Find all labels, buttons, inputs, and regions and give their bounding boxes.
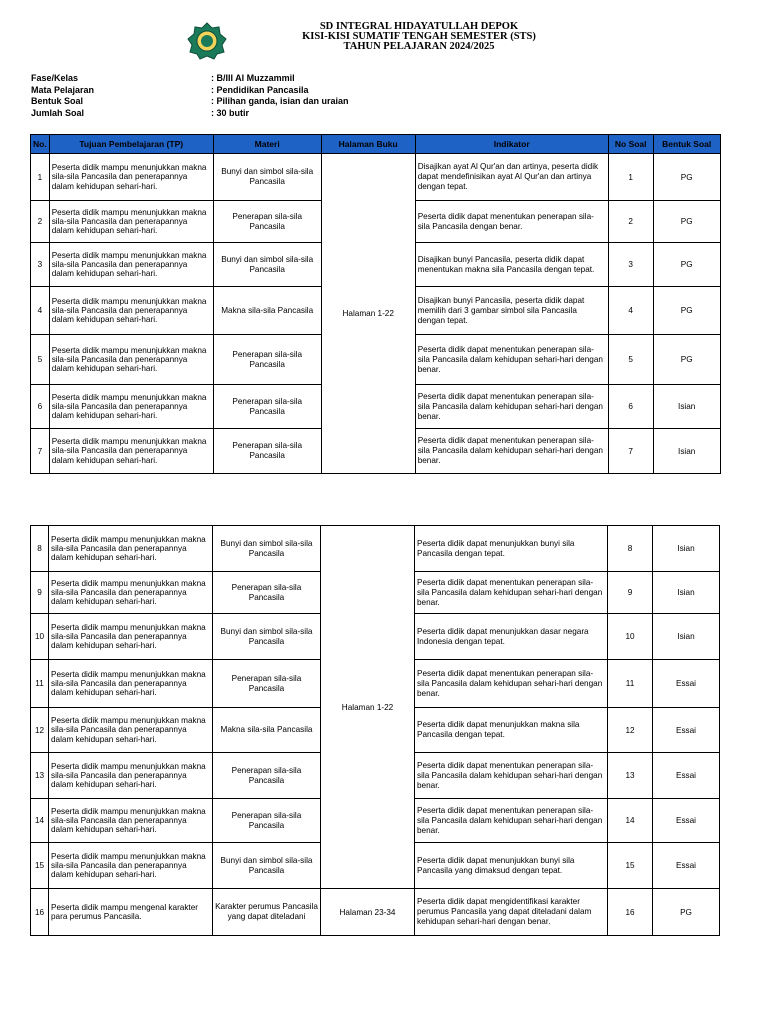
question-number: 5 xyxy=(608,335,653,385)
question-number: 6 xyxy=(608,385,653,429)
table-row xyxy=(31,889,720,936)
learning-objective: Peserta didik mampu menunjukkan makna sila-sila Pancasila dan penerapannya dalam kehidupan sehari-hari. xyxy=(49,429,213,474)
question-type: Isian xyxy=(653,429,720,474)
indicator: Peserta didik dapat menentukan penerapan sila-sila Pancasila dalam kehidupan sehari-hari dengan benar. xyxy=(415,753,608,799)
row-number: 16 xyxy=(31,889,49,936)
question-number: 11 xyxy=(608,660,653,708)
kisi-kisi-table-2 xyxy=(30,525,720,936)
material: Bunyi dan simbol sila-sila Pancasila xyxy=(213,843,321,889)
question-type: Isian xyxy=(653,572,720,614)
row-number: 9 xyxy=(31,572,49,614)
meta-row xyxy=(31,73,349,85)
indicator: Peserta didik dapat menentukan penerapan sila-sila Pancasila dengan benar. xyxy=(415,201,608,243)
question-number: 9 xyxy=(608,572,653,614)
question-number: 14 xyxy=(608,799,653,843)
indicator: Peserta didik dapat menentukan penerapan sila-sila Pancasila dalam kehidupan sehari-hari dengan benar. xyxy=(415,385,608,429)
table-header-row xyxy=(31,135,721,154)
learning-objective: Peserta didik mampu mengenal karakter para perumus Pancasila. xyxy=(49,889,213,936)
row-number: 6 xyxy=(31,385,50,429)
question-type: Essai xyxy=(653,660,720,708)
indicator: Disajikan ayat Al Qur'an dan artinya, peserta didik dapat mendefinisikan ayat Al Qur'an dan artinya dengan tepat. xyxy=(415,154,608,201)
column-header-bentuk-soal: Bentuk Soal xyxy=(653,135,720,154)
row-number: 8 xyxy=(31,526,49,572)
question-type: PG xyxy=(653,243,720,287)
indicator: Peserta didik dapat menunjukkan bunyi sila Pancasila dengan tepat. xyxy=(415,526,608,572)
question-number: 16 xyxy=(608,889,653,936)
material: Penerapan sila-sila Pancasila xyxy=(213,385,321,429)
row-number: 15 xyxy=(31,843,49,889)
row-number: 4 xyxy=(31,287,50,335)
material: Penerapan sila-sila Pancasila xyxy=(213,660,321,708)
meta-value: : B/III Al Muzzammil xyxy=(211,73,295,83)
question-type: Isian xyxy=(653,614,720,660)
meta-row xyxy=(31,108,349,120)
row-number: 3 xyxy=(31,243,50,287)
school-name: SD INTEGRAL HIDAYATULLAH DEPOK xyxy=(319,21,519,32)
learning-objective: Peserta didik mampu menunjukkan makna sila-sila Pancasila dan penerapannya dalam kehidupan sehari-hari. xyxy=(49,660,213,708)
question-type: Isian xyxy=(653,385,720,429)
material: Bunyi dan simbol sila-sila Pancasila xyxy=(213,614,321,660)
row-number: 12 xyxy=(31,708,49,753)
question-number: 7 xyxy=(608,429,653,474)
meta-key: Mata Pelajaran xyxy=(31,84,95,95)
question-number: 2 xyxy=(608,201,653,243)
row-number: 13 xyxy=(31,753,49,799)
question-type: PG xyxy=(653,335,720,385)
book-pages: Halaman 1-22 xyxy=(321,154,415,474)
indicator: Disajikan bunyi Pancasila, peserta didik dapat menentukan makna sila Pancasila dengan tepat. xyxy=(415,243,608,287)
learning-objective: Peserta didik mampu menunjukkan makna sila-sila Pancasila dan penerapannya dalam kehidupan sehari-hari. xyxy=(49,526,213,572)
book-pages: Halaman 23-34 xyxy=(321,889,415,936)
meta-row xyxy=(31,96,349,108)
indicator: Peserta didik dapat mengidentifikasi karakter perumus Pancasila yang dapat diteladani dalam kehidupan sehari-hari dengan benar. xyxy=(415,889,608,936)
material: Penerapan sila-sila Pancasila xyxy=(213,335,321,385)
row-number: 1 xyxy=(31,154,50,201)
indicator: Peserta didik dapat menunjukkan bunyi sila Pancasila yang dimaksud dengan tepat. xyxy=(415,843,608,889)
question-number: 1 xyxy=(608,154,653,201)
question-number: 15 xyxy=(608,843,653,889)
meta-value: : Pendidikan Pancasila xyxy=(211,84,309,95)
learning-objective: Peserta didik mampu menunjukkan makna sila-sila Pancasila dan penerapannya dalam kehidupan sehari-hari. xyxy=(49,154,213,201)
question-type: Essai xyxy=(653,843,720,889)
question-type: Isian xyxy=(653,526,720,572)
material: Penerapan sila-sila Pancasila xyxy=(213,799,321,843)
column-header-materi: Materi xyxy=(213,135,321,154)
row-number: 11 xyxy=(31,660,49,708)
indicator: Peserta didik dapat menentukan penerapan sila-sila Pancasila dalam kehidupan sehari-hari dengan benar. xyxy=(415,799,608,843)
meta-value: : 30 butir xyxy=(211,107,250,118)
material: Bunyi dan simbol sila-sila Pancasila xyxy=(213,243,321,287)
learning-objective: Peserta didik mampu menunjukkan makna sila-sila Pancasila dan penerapannya dalam kehidupan sehari-hari. xyxy=(49,385,213,429)
learning-objective: Peserta didik mampu menunjukkan makna sila-sila Pancasila dan penerapannya dalam kehidupan sehari-hari. xyxy=(49,799,213,843)
meta-value: : Pilihan ganda, isian dan uraian xyxy=(211,96,349,106)
row-number: 10 xyxy=(31,614,49,660)
meta-key: Bentuk Soal xyxy=(31,96,84,106)
material: Makna sila-sila Pancasila xyxy=(213,708,321,753)
question-number: 8 xyxy=(608,526,653,572)
document-header xyxy=(0,22,768,52)
learning-objective: Peserta didik mampu menunjukkan makna sila-sila Pancasila dan penerapannya dalam kehidupan sehari-hari. xyxy=(49,287,213,335)
column-header-no-soal: No Soal xyxy=(608,135,653,154)
meta-key: Jumlah Soal xyxy=(31,107,85,118)
learning-objective: Peserta didik mampu menunjukkan makna sila-sila Pancasila dan penerapannya dalam kehidupan sehari-hari. xyxy=(49,708,213,753)
column-header-no: No. xyxy=(31,135,50,154)
column-header-halaman: Halaman Buku xyxy=(321,135,415,154)
table-row xyxy=(31,154,721,201)
material: Bunyi dan simbol sila-sila Pancasila xyxy=(213,154,321,201)
material: Makna sila-sila Pancasila xyxy=(213,287,321,335)
learning-objective: Peserta didik mampu menunjukkan makna sila-sila Pancasila dan penerapannya dalam kehidupan sehari-hari. xyxy=(49,201,213,243)
learning-objective: Peserta didik mampu menunjukkan makna sila-sila Pancasila dan penerapannya dalam kehidupan sehari-hari. xyxy=(49,335,213,385)
question-type: PG xyxy=(653,889,720,936)
row-number: 14 xyxy=(31,799,49,843)
question-number: 13 xyxy=(608,753,653,799)
material: Penerapan sila-sila Pancasila xyxy=(213,753,321,799)
indicator: Peserta didik dapat menentukan penerapan sila-sila Pancasila dalam kehidupan sehari-hari dengan benar. xyxy=(415,335,608,385)
meta-row xyxy=(31,85,349,97)
indicator: Disajikan bunyi Pancasila, peserta didik dapat memilih dari 3 gambar simbol sila Pancasila dengan tepat. xyxy=(415,287,608,335)
learning-objective: Peserta didik mampu menunjukkan makna sila-sila Pancasila dan penerapannya dalam kehidupan sehari-hari. xyxy=(49,572,213,614)
question-number: 10 xyxy=(608,614,653,660)
indicator: Peserta didik dapat menunjukkan makna sila Pancasila dengan tepat. xyxy=(415,708,608,753)
row-number: 5 xyxy=(31,335,50,385)
material: Penerapan sila-sila Pancasila xyxy=(213,429,321,474)
learning-objective: Peserta didik mampu menunjukkan makna sila-sila Pancasila dan penerapannya dalam kehidupan sehari-hari. xyxy=(49,243,213,287)
material: Penerapan sila-sila Pancasila xyxy=(213,201,321,243)
material: Karakter perumus Pancasila yang dapat diteladani xyxy=(213,889,321,936)
document-meta xyxy=(31,73,349,119)
table-row xyxy=(31,526,720,572)
row-number: 7 xyxy=(31,429,50,474)
material: Penerapan sila-sila Pancasila xyxy=(213,572,321,614)
question-number: 12 xyxy=(608,708,653,753)
material: Bunyi dan simbol sila-sila Pancasila xyxy=(213,526,321,572)
question-type: Essai xyxy=(653,708,720,753)
indicator: Peserta didik dapat menentukan penerapan sila-sila Pancasila dalam kehidupan sehari-hari dengan benar. xyxy=(415,660,608,708)
academic-year: TAHUN PELAJARAN 2024/2025 xyxy=(343,41,495,52)
book-pages: Halaman 1-22 xyxy=(321,526,415,889)
column-header-tp: Tujuan Pembelajaran (TP) xyxy=(49,135,213,154)
question-type: Essai xyxy=(653,753,720,799)
row-number: 2 xyxy=(31,201,50,243)
meta-key: Fase/Kelas xyxy=(31,73,79,83)
indicator: Peserta didik dapat menunjukkan dasar negara Indonesia dengan tepat. xyxy=(415,614,608,660)
indicator: Peserta didik dapat menentukan penerapan sila-sila Pancasila dalam kehidupan sehari-hari dengan benar. xyxy=(415,572,608,614)
question-type: PG xyxy=(653,154,720,201)
learning-objective: Peserta didik mampu menunjukkan makna sila-sila Pancasila dan penerapannya dalam kehidupan sehari-hari. xyxy=(49,753,213,799)
indicator: Peserta didik dapat menentukan penerapan sila-sila Pancasila dalam kehidupan sehari-hari dengan benar. xyxy=(415,429,608,474)
learning-objective: Peserta didik mampu menunjukkan makna sila-sila Pancasila dan penerapannya dalam kehidupan sehari-hari. xyxy=(49,843,213,889)
question-type: PG xyxy=(653,201,720,243)
question-type: PG xyxy=(653,287,720,335)
question-number: 3 xyxy=(608,243,653,287)
document-title: KISI-KISI SUMATIF TENGAH SEMESTER (STS) xyxy=(302,31,536,42)
kisi-kisi-table-1 xyxy=(30,134,721,474)
column-header-indikator: Indikator xyxy=(415,135,608,154)
learning-objective: Peserta didik mampu menunjukkan makna sila-sila Pancasila dan penerapannya dalam kehidupan sehari-hari. xyxy=(49,614,213,660)
question-number: 4 xyxy=(608,287,653,335)
question-type: Essai xyxy=(653,799,720,843)
